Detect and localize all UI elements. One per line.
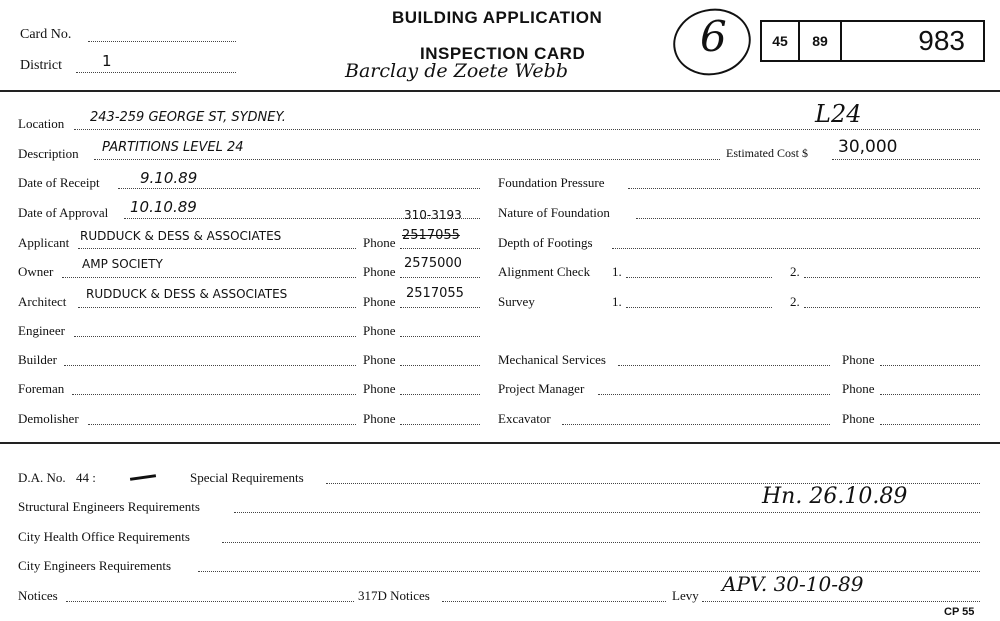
alignment-field-2 (804, 277, 980, 278)
applicant-phone-value: 2517055 (402, 228, 460, 243)
builder-phone-label: Phone (363, 352, 396, 367)
divider-top (0, 90, 1000, 92)
special-requirements-label: Special Requirements (190, 470, 304, 485)
da-no-label: D.A. No. (18, 470, 66, 485)
nature-foundation-label: Nature of Foundation (498, 205, 610, 220)
ref-box-3-value: 983 (918, 25, 965, 56)
title-line1: BUILDING APPLICATION (392, 8, 603, 27)
project-manager-field (598, 394, 830, 395)
mechanical-phone-field (880, 365, 980, 366)
location-field (74, 129, 980, 130)
alignment-num-1: 1. (612, 264, 622, 279)
foundation-pressure-label: Foundation Pressure (498, 175, 605, 190)
description-label: Description (18, 146, 79, 161)
title-line2: INSPECTION CARD (420, 44, 586, 63)
mechanical-label: Mechanical Services (498, 352, 606, 367)
location-note: L24 (815, 100, 862, 128)
notices-label: Notices (18, 588, 58, 603)
levy-field (702, 601, 980, 602)
project-manager-label: Project Manager (498, 381, 585, 396)
foreman-field (72, 394, 356, 395)
demolisher-phone-field (400, 424, 480, 425)
engineer-label: Engineer (18, 323, 65, 338)
mechanical-phone-label: Phone (842, 352, 875, 367)
architect-phone-label: Phone (363, 294, 396, 309)
builder-label: Builder (18, 352, 57, 367)
builder-phone-field (400, 365, 480, 366)
engineer-field (74, 336, 356, 337)
excavator-phone-field (880, 424, 980, 425)
structural-field (234, 512, 980, 513)
applicant-field (78, 248, 356, 249)
da-no-dash-mark (130, 474, 156, 481)
project-manager-phone-label: Phone (842, 381, 875, 396)
estimated-cost-field (832, 159, 980, 160)
health-label: City Health Office Requirements (18, 529, 190, 544)
notices-field (66, 601, 354, 602)
ref-box-2-value: 89 (812, 33, 828, 49)
approval-note: 310-3193 (404, 208, 462, 222)
applicant-label: Applicant (18, 235, 70, 250)
date-receipt-value: 9.10.89 (140, 169, 198, 187)
district-value: 1 (102, 52, 112, 70)
applicant-phone-label: Phone (363, 235, 396, 250)
foundation-pressure-field (628, 188, 980, 189)
foreman-label: Foreman (18, 381, 65, 396)
excavator-phone-label: Phone (842, 411, 875, 426)
ref-box-1-value: 45 (772, 33, 788, 49)
ref-box-1 (760, 20, 800, 62)
ref-box-2 (798, 20, 842, 62)
ref-box-3 (840, 20, 985, 62)
excavator-field (562, 424, 830, 425)
alignment-num-2: 2. (790, 264, 800, 279)
owner-phone-value: 2575000 (404, 256, 462, 271)
depth-footings-label: Depth of Footings (498, 235, 593, 250)
architect-field (78, 307, 356, 308)
structural-label: Structural Engineers Requirements (18, 499, 200, 514)
notices-317d-label: 317D Notices (358, 588, 430, 603)
circled-number: 6 (700, 12, 727, 61)
divider-middle (0, 442, 1000, 444)
survey-num-1: 1. (612, 294, 622, 309)
card-no-label: Card No. (20, 27, 72, 42)
excavator-label: Excavator (498, 411, 551, 426)
demolisher-phone-label: Phone (363, 411, 396, 426)
survey-num-2: 2. (790, 294, 800, 309)
applicant-value: RUDDUCK & DESS & ASSOCIATES (80, 229, 282, 243)
estimated-cost-label: Estimated Cost $ (726, 146, 808, 160)
engineer-phone-label: Phone (363, 323, 396, 338)
owner-phone-label: Phone (363, 264, 396, 279)
levy-value: APV. 30-10-89 (722, 572, 864, 596)
district-field (76, 72, 236, 73)
demolisher-label: Demolisher (18, 411, 79, 426)
owner-field (62, 277, 356, 278)
architect-label: Architect (18, 294, 67, 309)
architect-value: RUDDUCK & DESS & ASSOCIATES (86, 287, 288, 301)
date-approval-label: Date of Approval (18, 205, 109, 220)
survey-label: Survey (498, 294, 535, 309)
architect-phone-field (400, 307, 480, 308)
owner-value: AMP SOCIETY (82, 257, 163, 271)
form-code: CP 55 (944, 606, 975, 618)
location-value: 243-259 GEORGE ST, SYDNEY. (90, 110, 286, 125)
alignment-field-1 (626, 277, 772, 278)
city-eng-label: City Engineers Requirements (18, 558, 172, 573)
mechanical-field (618, 365, 830, 366)
foreman-phone-field (400, 394, 480, 395)
da-no-value: 44 : (76, 470, 96, 485)
builder-field (64, 365, 356, 366)
owner-phone-field (400, 277, 480, 278)
date-approval-value: 10.10.89 (130, 198, 197, 216)
structural-value: Hn. 26.10.89 (762, 484, 908, 509)
health-field (222, 542, 980, 543)
project-manager-phone-field (880, 394, 980, 395)
alignment-check-label: Alignment Check (498, 264, 591, 279)
demolisher-field (88, 424, 356, 425)
description-value: PARTITIONS LEVEL 24 (102, 140, 244, 155)
signature-handwriting: Barclay de Zoete Webb (345, 60, 568, 82)
date-receipt-label: Date of Receipt (18, 175, 100, 190)
district-label: District (20, 58, 62, 73)
nature-foundation-field (636, 218, 980, 219)
survey-field-2 (804, 307, 980, 308)
levy-label: Levy (672, 588, 699, 603)
owner-label: Owner (18, 264, 54, 279)
location-label: Location (18, 116, 65, 131)
estimated-cost-value: 30,000 (838, 137, 898, 157)
foreman-phone-label: Phone (363, 381, 396, 396)
engineer-phone-field (400, 336, 480, 337)
survey-field-1 (626, 307, 772, 308)
date-receipt-field (118, 188, 480, 189)
description-field (94, 159, 720, 160)
notices-317d-field (442, 601, 666, 602)
card-no-field (88, 41, 236, 42)
architect-phone-value: 2517055 (406, 286, 464, 301)
applicant-phone-field (400, 248, 480, 249)
depth-footings-field (612, 248, 980, 249)
